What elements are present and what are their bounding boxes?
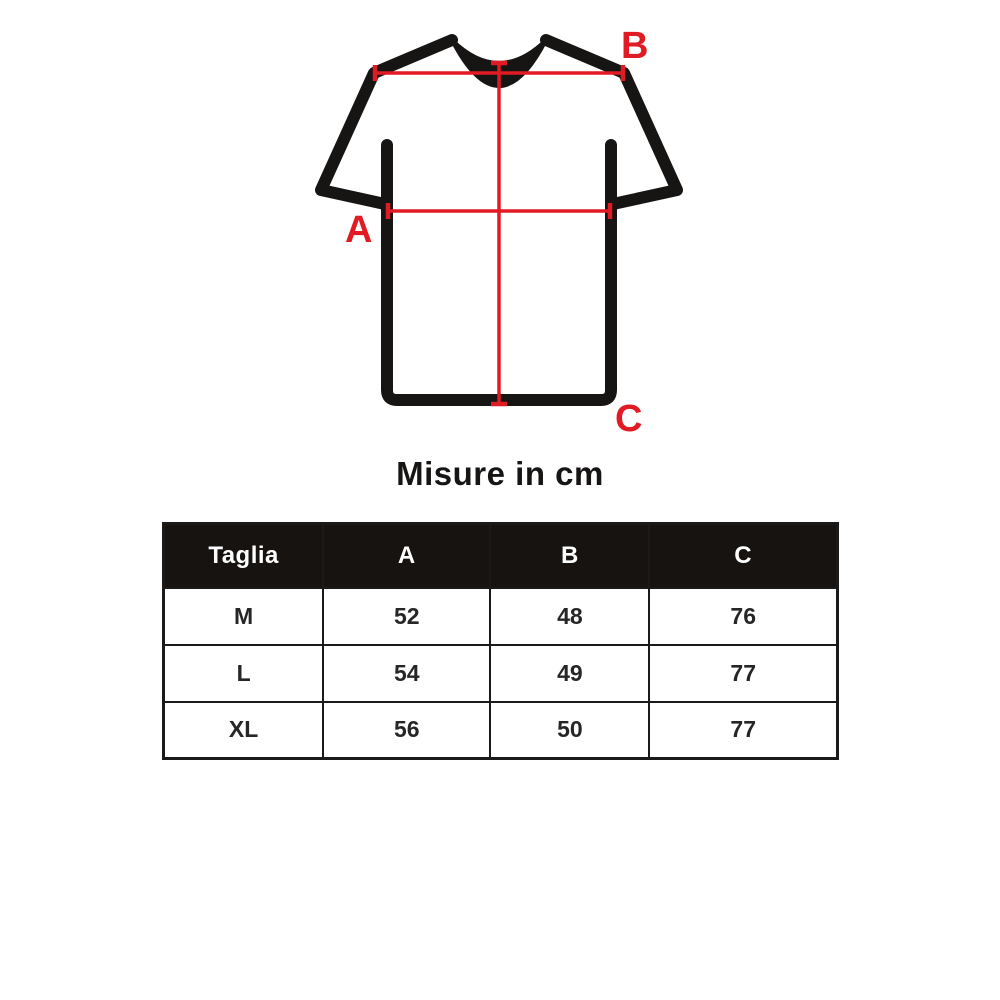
cell-size: M [164,588,324,645]
cell-c: 76 [649,588,837,645]
measurement-label-c: C [615,398,643,440]
cell-b: 48 [490,588,649,645]
cell-c: 77 [649,645,837,702]
measurement-label-a: A [345,209,373,251]
cell-size: XL [164,702,324,759]
cell-a: 56 [323,702,490,759]
tshirt-diagram-icon [0,0,1000,460]
cell-c: 77 [649,702,837,759]
table-header-row [164,524,838,588]
table-row [164,702,838,759]
page-title: Misure in cm [396,455,604,492]
table-header-a: A [323,524,490,588]
size-table [162,522,839,760]
cell-b: 49 [490,645,649,702]
cell-size: L [164,645,324,702]
table-row [164,645,838,702]
table-header-taglia: Taglia [164,524,324,588]
measurement-label-b: B [621,25,649,67]
cell-a: 54 [323,645,490,702]
table-header-c: C [649,524,837,588]
table-header-b: B [490,524,649,588]
table-row [164,588,838,645]
cell-a: 52 [323,588,490,645]
cell-b: 50 [490,702,649,759]
